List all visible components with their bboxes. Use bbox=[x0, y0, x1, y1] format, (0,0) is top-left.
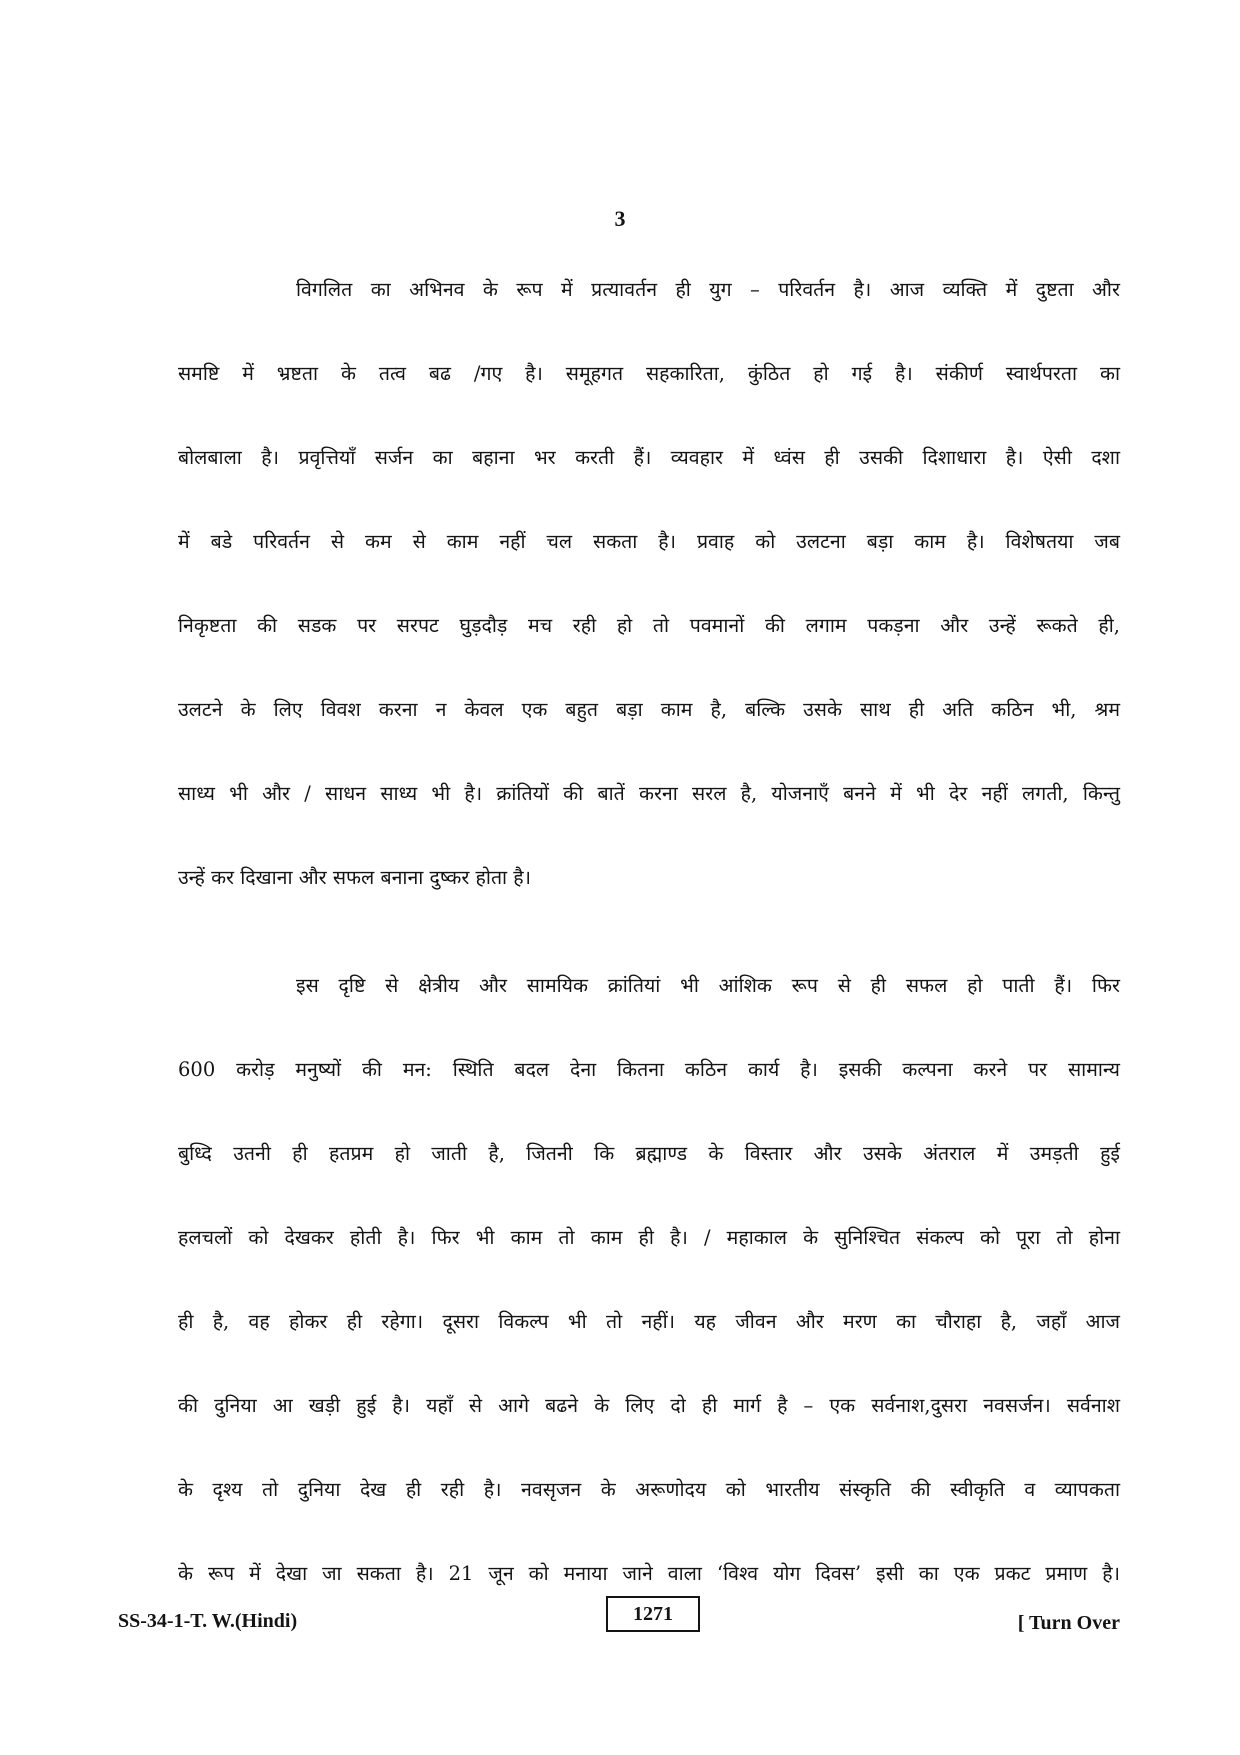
paragraph-line: के रूप में देखा जा सकता है। 21 जून को मनाया जाने वाला ‘विश्व योग दिवस’ इसी का एक प्रकट प्रमाण है। bbox=[178, 1562, 1120, 1585]
footer-turn-over: [ Turn Over bbox=[1017, 1612, 1120, 1634]
page-number: 3 bbox=[614, 206, 626, 231]
paragraph-line: उन्हें कर दिखाना और सफल बनाना दुष्कर होता है। bbox=[178, 866, 532, 889]
paragraph-1 bbox=[178, 270, 1120, 942]
paragraph-line: की दुनिया आ खड़ी हुई है। यहाँ से आगे बढने के लिए दो ही मार्ग है – एक सर्वनाश,दुसरा नवसर्जन। सर्वनाश bbox=[178, 1394, 1120, 1417]
paragraph-line: समष्टि में भ्रष्टता के तत्व बढ /गए है। समूहगत सहकारिता, कुंठित हो गई है। संकीर्ण स्वार्थपरता का bbox=[178, 362, 1120, 385]
paragraph-line: इस दृष्टि से क्षेत्रीय और सामयिक क्रांतियां भी आंशिक रूप से ही सफल हो पाती हैं। फिर bbox=[296, 974, 1120, 997]
footer-boxed-number: 1271 bbox=[606, 1596, 700, 1632]
paragraph-line: हलचलों को देखकर होती है। फिर भी काम तो काम ही है। / महाकाल के सुनिश्चित संकल्प को पूरा तो होना bbox=[178, 1226, 1120, 1249]
paragraph-line: निकृष्टता की सडक पर सरपट घुड़दौड़ मच रही हो तो पवमानों की लगाम पकड़ना और उन्हें रूकते ही, bbox=[178, 614, 1120, 637]
paragraph-2 bbox=[178, 966, 1120, 1638]
paragraph-line: 600 करोड़ मनुष्यों की मन: स्थिति बदल देना कितना कठिन कार्य है। इसकी कल्पना करने पर सामान्य bbox=[178, 1058, 1120, 1081]
paragraph-line: के दृश्य तो दुनिया देख ही रही है। नवसृजन के अरूणोदय को भारतीय संस्कृति की स्वीकृति व व्यापकता bbox=[178, 1478, 1120, 1501]
paragraph-line: में बडे परिवर्तन से कम से काम नहीं चल सकता है। प्रवाह को उलटना बड़ा काम है। विशेषतया जब bbox=[178, 530, 1120, 553]
paragraph-line: ही है, वह होकर ही रहेगा। दूसरा विकल्प भी तो नहीं। यह जीवन और मरण का चौराहा है, जहाँ आज bbox=[178, 1310, 1120, 1333]
footer-paper-code: SS-34-1-T. W.(Hindi) bbox=[118, 1610, 298, 1632]
paragraph-line: साध्य भी और / साधन साध्य भी है। क्रांतियों की बातें करना सरल है, योजनाएँ बनने में भी देर नहीं लगती, किन्तु bbox=[178, 782, 1120, 805]
paragraph-line: उलटने के लिए विवश करना न केवल एक बहुत बड़ा काम है, बल्कि उसके साथ ही अति कठिन भी, श्रम bbox=[178, 698, 1120, 721]
paragraph-line: बुध्दि उतनी ही हतप्रम हो जाती है, जितनी कि ब्रह्माण्ड के विस्तार और उसके अंतराल में उमड़ती हुई bbox=[178, 1142, 1120, 1165]
paragraph-line: बोलबाला है। प्रवृत्तियाँ सर्जन का बहाना भर करती हैं। व्यवहार में ध्वंस ही उसकी दिशाधारा है। ऐसी दशा bbox=[178, 446, 1120, 469]
paragraph-line: विगलित का अभिनव के रूप में प्रत्यावर्तन ही युग – परिवर्तन है। आज व्यक्ति में दुष्टता और bbox=[296, 278, 1120, 301]
